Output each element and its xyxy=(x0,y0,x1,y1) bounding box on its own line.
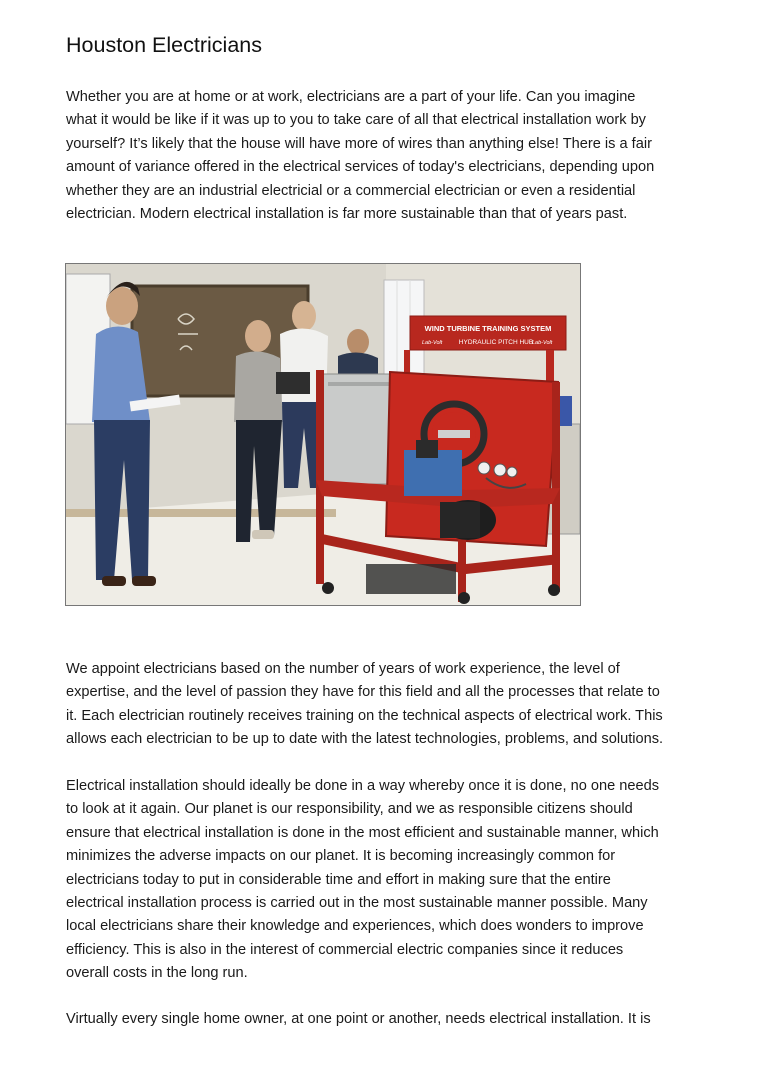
paragraph-2 xyxy=(66,658,706,752)
sign-line1: WIND TURBINE TRAINING SYSTEM xyxy=(424,324,552,333)
text-line: local electricians share their knowledge and experiences, which does wonders to improve xyxy=(66,918,644,935)
paragraph-4 xyxy=(66,1008,706,1031)
motor-body xyxy=(440,502,480,538)
shoe xyxy=(252,530,274,539)
head xyxy=(106,287,138,325)
sign-brand: Lab-Volt xyxy=(422,340,443,346)
frame-leg xyxy=(316,370,324,584)
base-tray xyxy=(366,564,456,594)
pump-valve xyxy=(416,440,438,458)
paragraph-3 xyxy=(66,775,706,986)
text-line: electrical installation process is carried out in the most sustainable manner possible. Many xyxy=(66,894,648,911)
meter xyxy=(276,372,310,394)
text-line: what it would be like if it was up to you to take care of all that electrical installation work by xyxy=(66,112,646,129)
sign-brand-right: Lab-Volt xyxy=(532,340,553,346)
text-line: amount of variance offered in the electrical services of today's electricians, depending upon xyxy=(66,159,655,176)
text-line: Virtually every single home owner, at one point or another, needs electrical installation. It is xyxy=(66,1011,651,1027)
text-line: overall costs in the long run. xyxy=(66,965,248,982)
control-box-trim xyxy=(328,382,394,386)
gauge xyxy=(507,467,517,477)
text-line: minimizes the adverse impacts on our planet. It is becoming increasingly common for xyxy=(66,848,616,865)
gauge xyxy=(494,464,506,476)
text-line: expertise, and the level of passion they have for this field and all the processes that relate to xyxy=(66,684,660,701)
caster xyxy=(458,592,470,604)
text-line: whether they are an industrial electricial or a commercial electrician or even a residential xyxy=(66,182,636,199)
text-line: Electrical installation should ideally be done in a way whereby once it is done, no one needs xyxy=(66,778,660,794)
text-line: We appoint electricians based on the number of years of work experience, the level of xyxy=(66,661,620,677)
caster xyxy=(322,582,334,594)
text-line: efficiency. This is also in the interest of commercial electric companies since it reduces xyxy=(66,941,624,958)
head xyxy=(245,320,271,352)
text-line: ensure that electrical installation is done in the most efficient and sustainable manner, which xyxy=(66,824,659,841)
photo-illustration xyxy=(66,264,580,605)
gauge xyxy=(478,462,490,474)
text-line: electricians today to put in considerable time and effort in making sure that the entire xyxy=(66,871,611,888)
shoe xyxy=(132,576,156,586)
hub-plate xyxy=(438,430,470,438)
text-line: electrician. Modern electrical installation is far more sustainable than that of years past. xyxy=(66,205,628,222)
text-line: Whether you are at home or at work, electricians are a part of your life. Can you imagine xyxy=(66,89,636,105)
sign-line2: HYDRAULIC PITCH HUB xyxy=(458,339,534,346)
text-line: it. Each electrician routinely receives training on the technical aspects of electrical work. This xyxy=(66,707,663,724)
head xyxy=(347,329,369,355)
training-photo xyxy=(65,263,581,606)
text-line: to look at it again. Our planet is our responsibility, and we as responsible citizens should xyxy=(66,801,633,818)
document-title: Houston Electricians xyxy=(66,33,262,57)
caster xyxy=(548,584,560,596)
shoe xyxy=(102,576,126,586)
head xyxy=(292,301,316,331)
text-line: yourself? It’s likely that the house will have more of wires than anything else! There is a fair xyxy=(66,135,652,152)
paragraph-1 xyxy=(66,86,706,226)
text-line: allows each electrician to be up to date with the latest technologies, problems, and solutions. xyxy=(66,731,664,748)
